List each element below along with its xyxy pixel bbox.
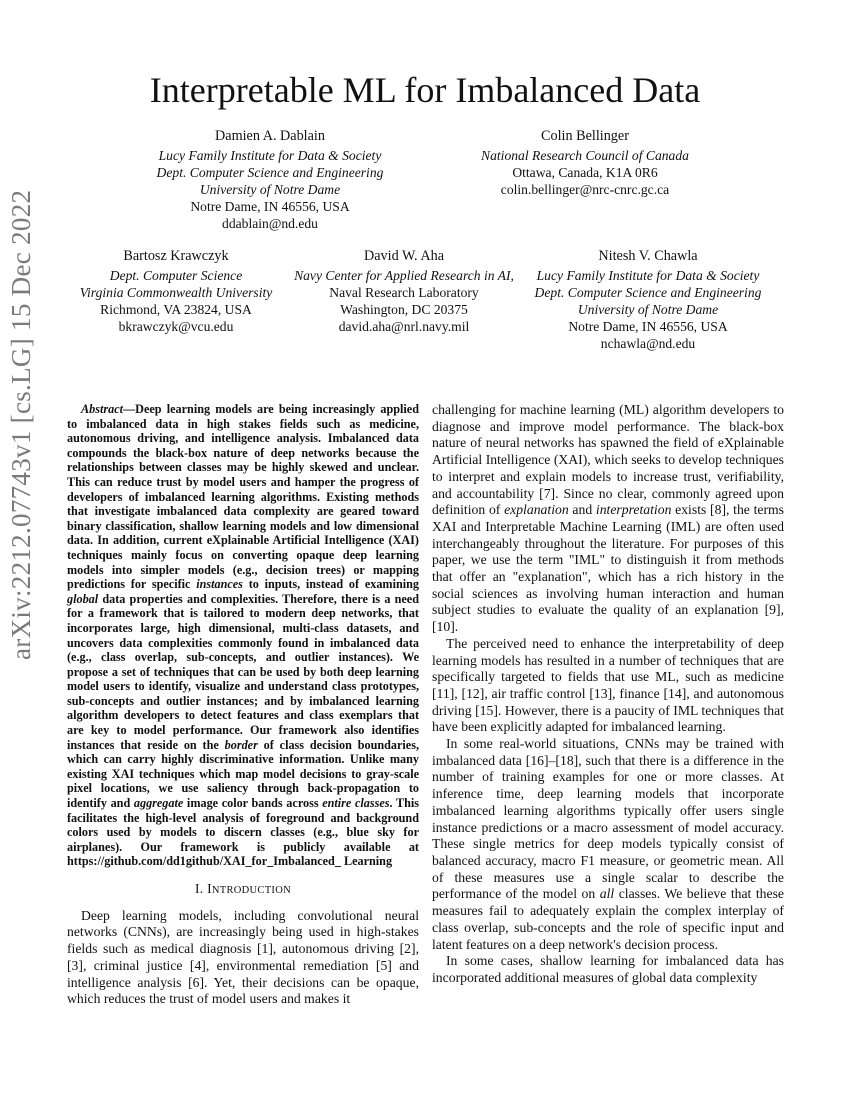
body-text: challenging for machine learning (ML) algorithm developers to diagnose and improve model performance. The black-box nature of neural networks has spawned the field of eXplainable Artificial Intelligence (XAI), which seeks to develop techniques to interpret and explain models to increase trust, verifiability, and accountability [7]. Since no clear, commonly agreed upon definition of (432, 402, 784, 518)
author-name: David W. Aha (364, 248, 444, 264)
body-text: exists [8], the terms XAI and Interpretable Machine Learning (IML) are often used interchangeably throughout the literature. For purposes of this paper, we use the term "IML" to distinguish it from methods that offer an "explanation", which has a rich history in the social sciences as involving human interaction and human subject studies to evaluate the quality of an explanation [9], [10]. (432, 502, 784, 635)
section-title-rest: NTRODUCTION (211, 885, 291, 896)
author-email[interactable]: colin.bellinger@nrc-cnrc.gc.ca (500, 182, 670, 197)
abstract-emphasis: instances (196, 577, 243, 592)
author-address: Richmond, VA 23824, USA (100, 302, 252, 317)
abstract (67, 402, 419, 869)
abstract-text: data properties and complexities. Therefore, there is a need for a framework that is tailored to modern deep networks, that incorporates large, high dimensional, multi-class datasets, and uncovers data complexities commonly found in imbalanced data (e.g., class overlap, sub-concepts, and outlier instances). We propose a set of techniques that can be used by both deep learning model users to identify, visualize and understand class prototypes, sub-concepts and outlier instances; and by imbalanced learning algorithm developers to detect features and class exemplars that are key to model performance. Our framework also identifies instances that reside on the (67, 591, 419, 752)
abstract-text: . This facilitates the high-level analysis of foreground and background colors used by models to discern classes (e.g., blue sky for airplanes). Our framework is publicly available at https://github.com/dd1github/XAI_for_Imbalanced_ Learning (67, 796, 419, 869)
author-block-krawczyk (66, 248, 286, 335)
author-block-dablain (150, 128, 390, 232)
author-email[interactable]: nchawla@nd.edu (600, 336, 696, 351)
abstract-emphasis: aggregate (133, 796, 184, 811)
author-affiliation: University of Notre Dame (199, 182, 341, 197)
author-affiliation: Virginia Commonwealth University (79, 285, 273, 300)
body-emphasis: explanation (504, 502, 569, 518)
author-address: Naval Research Laboratory (329, 285, 479, 300)
author-block-chawla (523, 248, 773, 352)
section-number: I. (195, 881, 208, 896)
section-title-initial: I (207, 881, 212, 896)
body-text: classes. We believe that these measures fail to adequately explain the complex interplay of class overlap, sub-concepts and the role of specific input and latent features on a deep network's decision process. (432, 886, 784, 952)
author-name: Damien A. Dablain (215, 128, 325, 144)
section-heading-introduction (67, 881, 419, 900)
body-paragraph: In some cases, shallow learning for imbalanced data has incorporated additional measures of global data complexity (432, 953, 784, 985)
author-affiliation: Dept. Computer Science (109, 268, 243, 283)
author-name: Colin Bellinger (541, 128, 629, 144)
body-text: In some real-world situations, CNNs may be trained with imbalanced data [16]–[18], such that there is a difference in the number of training examples for one or more classes. At inference time, deep learning models that incorporate imbalanced learning algorithms typically offer users single instance predictions or a macro assessment of model accuracy. These single metrics for deep models typically consist of balanced accuracy, macro F1 measure, or geometric mean. All of these measures use a single scalar to describe the performance of the model on (432, 736, 784, 902)
author-affiliation: Lucy Family Institute for Data & Society (158, 148, 382, 163)
body-paragraph (432, 402, 784, 636)
body-emphasis: all (599, 886, 615, 902)
author-address: Notre Dame, IN 46556, USA (190, 199, 350, 214)
paper-title: Interpretable ML for Imbalanced Data (149, 70, 701, 110)
abstract-text: —Deep learning models are being increasingly applied to imbalanced data in high stakes fields such as medicine, autonomous driving, and intelligence analysis. Imbalanced data compounds the black-box nature of deep networks because the relationships between classes may be highly skewed and unclear. This can reduce trust by model users and hamper the progress of developers of imbalanced learning algorithms. Existing methods that investigate imbalanced data complexity are geared toward binary classification, shallow learning models and low dimensional data. In addition, current eXplainable Artificial Intelligence (XAI) techniques mainly focus on converting opaque deep learning models into simpler models (e.g., decision trees) or mapping predictions for specific (67, 402, 419, 592)
author-block-bellinger (455, 128, 715, 198)
body-paragraph: The perceived need to enhance the interpretability of deep learning models has resulted in a number of techniques that are specifically targeted to fields that use ML, such as medicine [11], [12], air traffic control [13], finance [14], and autonomous driving [15]. However, there is a paucity of IML techniques that have been explicitly adapted for imbalanced learning. (432, 635, 784, 735)
author-block-aha (283, 248, 525, 335)
author-address: Washington, DC 20375 (340, 302, 468, 317)
author-affiliation: National Research Council of Canada (481, 148, 689, 163)
abstract-emphasis: entire classes (322, 796, 390, 811)
abstract-text: to inputs, instead of examining (242, 577, 419, 592)
abstract-label: Abstract (81, 402, 123, 416)
author-affiliation: Lucy Family Institute for Data & Society (536, 268, 760, 283)
arxiv-stamp[interactable]: arXiv:2212.07743v1 [cs.LG] 15 Dec 2022 (6, 189, 36, 660)
abstract-emphasis: global (67, 591, 99, 606)
author-affiliation: University of Notre Dame (577, 302, 719, 317)
abstract-emphasis: border (224, 737, 258, 752)
author-email[interactable]: david.aha@nrl.navy.mil (338, 319, 470, 334)
author-email[interactable]: bkrawczyk@vcu.edu (118, 319, 234, 334)
author-affiliation: Dept. Computer Science and Engineering (534, 285, 762, 300)
body-emphasis: interpretation (595, 502, 672, 518)
abstract-text: of class decision boundaries, which can carry highly discriminative information. Unlike many existing XAI techniques which map model decisions to gray-scale pixel locations, we use saliency through back-propagation to identify and (67, 737, 420, 811)
left-column (67, 402, 419, 1008)
abstract-text: image color bands across (183, 796, 323, 811)
body-paragraph (432, 736, 784, 953)
author-address: Ottawa, Canada, K1A 0R6 (512, 165, 658, 180)
author-affiliation: Dept. Computer Science and Engineering (156, 165, 384, 180)
author-email[interactable]: ddablain@nd.edu (222, 216, 318, 231)
intro-paragraph: Deep learning models, including convolutional neural networks (CNNs), are increasingly being used in high-stakes fields such as medical diagnosis [1], autonomous driving [2], [3], criminal justice [4], environmental remediation [5] and intelligence analysis [6]. Yet, their decisions can be opaque, which reduces the trust of model users and makes it (67, 907, 419, 1007)
author-name: Nitesh V. Chawla (598, 248, 698, 264)
right-column (432, 402, 784, 987)
author-address: Notre Dame, IN 46556, USA (568, 319, 728, 334)
author-name: Bartosz Krawczyk (123, 248, 229, 264)
body-text: and (568, 502, 596, 518)
author-affiliation: Navy Center for Applied Research in AI, (294, 268, 514, 283)
